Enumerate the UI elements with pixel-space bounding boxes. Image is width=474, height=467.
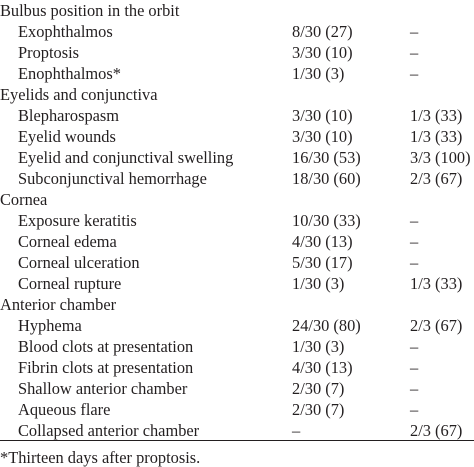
section-label: Eyelids and conjunctiva bbox=[0, 85, 158, 104]
row-label: Blood clots at presentation bbox=[18, 337, 194, 356]
cell-col2: – bbox=[410, 379, 419, 398]
table-row bbox=[0, 168, 474, 189]
table-row bbox=[0, 420, 474, 441]
table-row bbox=[0, 336, 474, 357]
row-label: Hyphema bbox=[18, 316, 82, 335]
table-row bbox=[0, 63, 474, 84]
section-label: Cornea bbox=[0, 190, 48, 209]
table-row bbox=[0, 21, 474, 42]
table-bottom-rule bbox=[0, 440, 474, 441]
cell-col2: 2/3 (67) bbox=[410, 421, 463, 440]
cell-col2: – bbox=[410, 400, 419, 419]
row-label: Proptosis bbox=[18, 43, 80, 62]
cell-col2: 1/3 (33) bbox=[410, 274, 463, 293]
cell-col1: 16/30 (53) bbox=[292, 148, 361, 167]
table-row bbox=[0, 273, 474, 294]
table-row bbox=[0, 42, 474, 63]
cell-col2: 1/3 (33) bbox=[410, 106, 463, 125]
row-label: Corneal ulceration bbox=[18, 253, 140, 272]
cell-col1: 1/30 (3) bbox=[292, 274, 345, 293]
cell-col1: 10/30 (33) bbox=[292, 211, 361, 230]
table-row bbox=[0, 147, 474, 168]
row-label: Fibrin clots at presentation bbox=[18, 358, 194, 377]
table-row bbox=[0, 252, 474, 273]
cell-col2: – bbox=[410, 22, 419, 41]
cell-col1: 2/30 (7) bbox=[292, 400, 345, 419]
cell-col2: 1/3 (33) bbox=[410, 127, 463, 146]
table-row bbox=[0, 126, 474, 147]
table-row bbox=[0, 315, 474, 336]
row-label: Blepharospasm bbox=[18, 106, 120, 125]
row-label: Shallow anterior chamber bbox=[18, 379, 188, 398]
cell-col1: 1/30 (3) bbox=[292, 337, 345, 356]
cell-col1: 5/30 (17) bbox=[292, 253, 353, 272]
table-row bbox=[0, 378, 474, 399]
cell-col1: – bbox=[292, 421, 301, 440]
row-label: Exophthalmos bbox=[18, 22, 113, 41]
cell-col2: – bbox=[410, 232, 419, 251]
cell-col2: – bbox=[410, 211, 419, 230]
cell-col1: 18/30 (60) bbox=[292, 169, 361, 188]
section-header-row bbox=[0, 0, 474, 21]
cell-col1: 3/30 (10) bbox=[292, 106, 353, 125]
cell-col1: 4/30 (13) bbox=[292, 232, 353, 251]
row-label: Aqueous flare bbox=[18, 400, 111, 419]
row-label: Exposure keratitis bbox=[18, 211, 137, 230]
table-row bbox=[0, 231, 474, 252]
section-header-row bbox=[0, 84, 474, 105]
cell-col2: – bbox=[410, 43, 419, 62]
row-label: Eyelid and conjunctival swelling bbox=[18, 148, 234, 167]
section-header-row bbox=[0, 189, 474, 210]
row-label: Corneal rupture bbox=[18, 274, 122, 293]
cell-col2: 3/3 (100) bbox=[410, 148, 471, 167]
cell-col2: 2/3 (67) bbox=[410, 316, 463, 335]
row-label: Enophthalmos* bbox=[18, 64, 121, 83]
cell-col1: 3/30 (10) bbox=[292, 127, 353, 146]
cell-col2: – bbox=[410, 64, 419, 83]
section-label: Bulbus position in the orbit bbox=[0, 1, 180, 20]
cell-col1: 4/30 (13) bbox=[292, 358, 353, 377]
table-row bbox=[0, 357, 474, 378]
row-label: Eyelid wounds bbox=[18, 127, 116, 146]
cell-col2: – bbox=[410, 253, 419, 272]
cell-col1: 2/30 (7) bbox=[292, 379, 345, 398]
cell-col1: 1/30 (3) bbox=[292, 64, 345, 83]
row-label: Corneal edema bbox=[18, 232, 117, 251]
table-row bbox=[0, 210, 474, 231]
section-header-row bbox=[0, 294, 474, 315]
cell-col1: 8/30 (27) bbox=[292, 22, 353, 41]
cell-col1: 3/30 (10) bbox=[292, 43, 353, 62]
cell-col1: 24/30 (80) bbox=[292, 316, 361, 335]
cell-col2: – bbox=[410, 337, 419, 356]
section-label: Anterior chamber bbox=[0, 295, 117, 314]
cell-col2: – bbox=[410, 358, 419, 377]
cell-col2: 2/3 (67) bbox=[410, 169, 463, 188]
table-footnote: *Thirteen days after proptosis. bbox=[0, 448, 201, 467]
table-row bbox=[0, 105, 474, 126]
row-label: Collapsed anterior chamber bbox=[18, 421, 200, 440]
table-row bbox=[0, 399, 474, 420]
row-label: Subconjunctival hemorrhage bbox=[18, 169, 207, 188]
